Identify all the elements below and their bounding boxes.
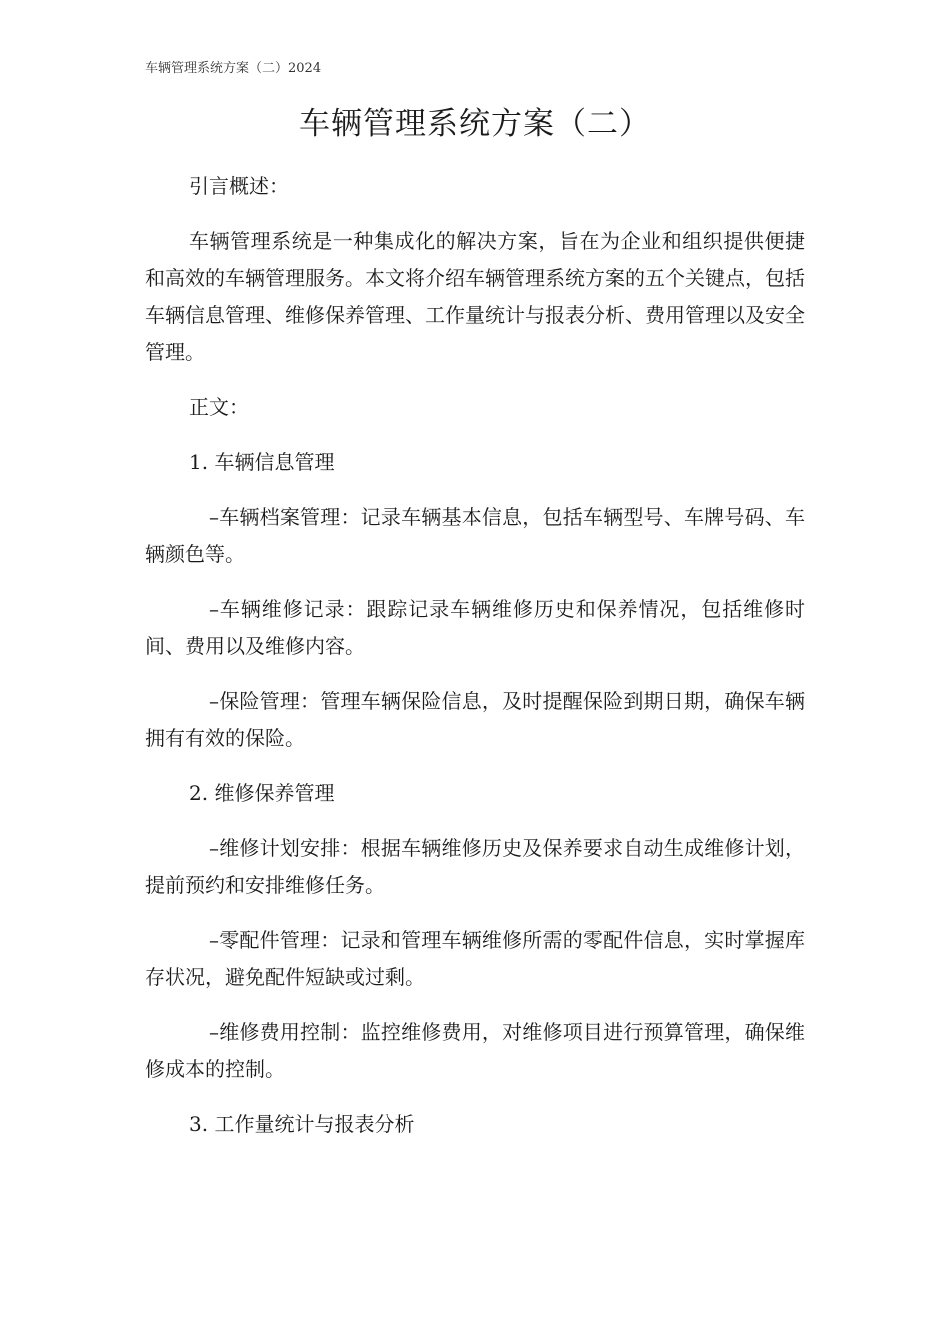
section-heading-3: 3. 工作量统计与报表分析 xyxy=(189,1112,415,1136)
intro-paragraph: 车辆管理系统是一种集成化的解决方案，旨在为企业和组织提供便捷和高效的车辆管理服务。本文将介绍车辆管理系统方案的五个关键点，包括车辆信息管理、维修保养管理、工作量统计与报表分析、费用管理以及安全管理。 xyxy=(145,229,805,364)
section-1-item-3: –保险管理：管理车辆保险信息，及时提醒保险到期日期，确保车辆拥有有效的保险。 xyxy=(145,689,805,750)
section-2-item-2: –零配件管理：记录和管理车辆维修所需的零配件信息，实时掌握库存状况，避免配件短缺或过剩。 xyxy=(145,928,805,989)
body-label: 正文： xyxy=(189,395,249,419)
section-heading-1: 1. 车辆信息管理 xyxy=(189,450,335,474)
document-body xyxy=(145,168,805,1161)
running-header: 车辆管理系统方案（二）2024 xyxy=(145,61,322,76)
section-1-item-1: –车辆档案管理：记录车辆基本信息，包括车辆型号、车牌号码、车辆颜色等。 xyxy=(145,505,805,566)
section-1-item-2: –车辆维修记录：跟踪记录车辆维修历史和保养情况，包括维修时间、费用以及维修内容。 xyxy=(145,597,805,658)
section-heading-2: 2. 维修保养管理 xyxy=(189,781,335,805)
intro-label: 引言概述： xyxy=(189,174,289,198)
section-2-item-1: –维修计划安排：根据车辆维修历史及保养要求自动生成维修计划，提前预约和安排维修任务。 xyxy=(145,836,805,897)
section-2-item-3: –维修费用控制：监控维修费用，对维修项目进行预算管理，确保维修成本的控制。 xyxy=(145,1020,805,1081)
document-title: 车辆管理系统方案（二） xyxy=(299,106,651,142)
